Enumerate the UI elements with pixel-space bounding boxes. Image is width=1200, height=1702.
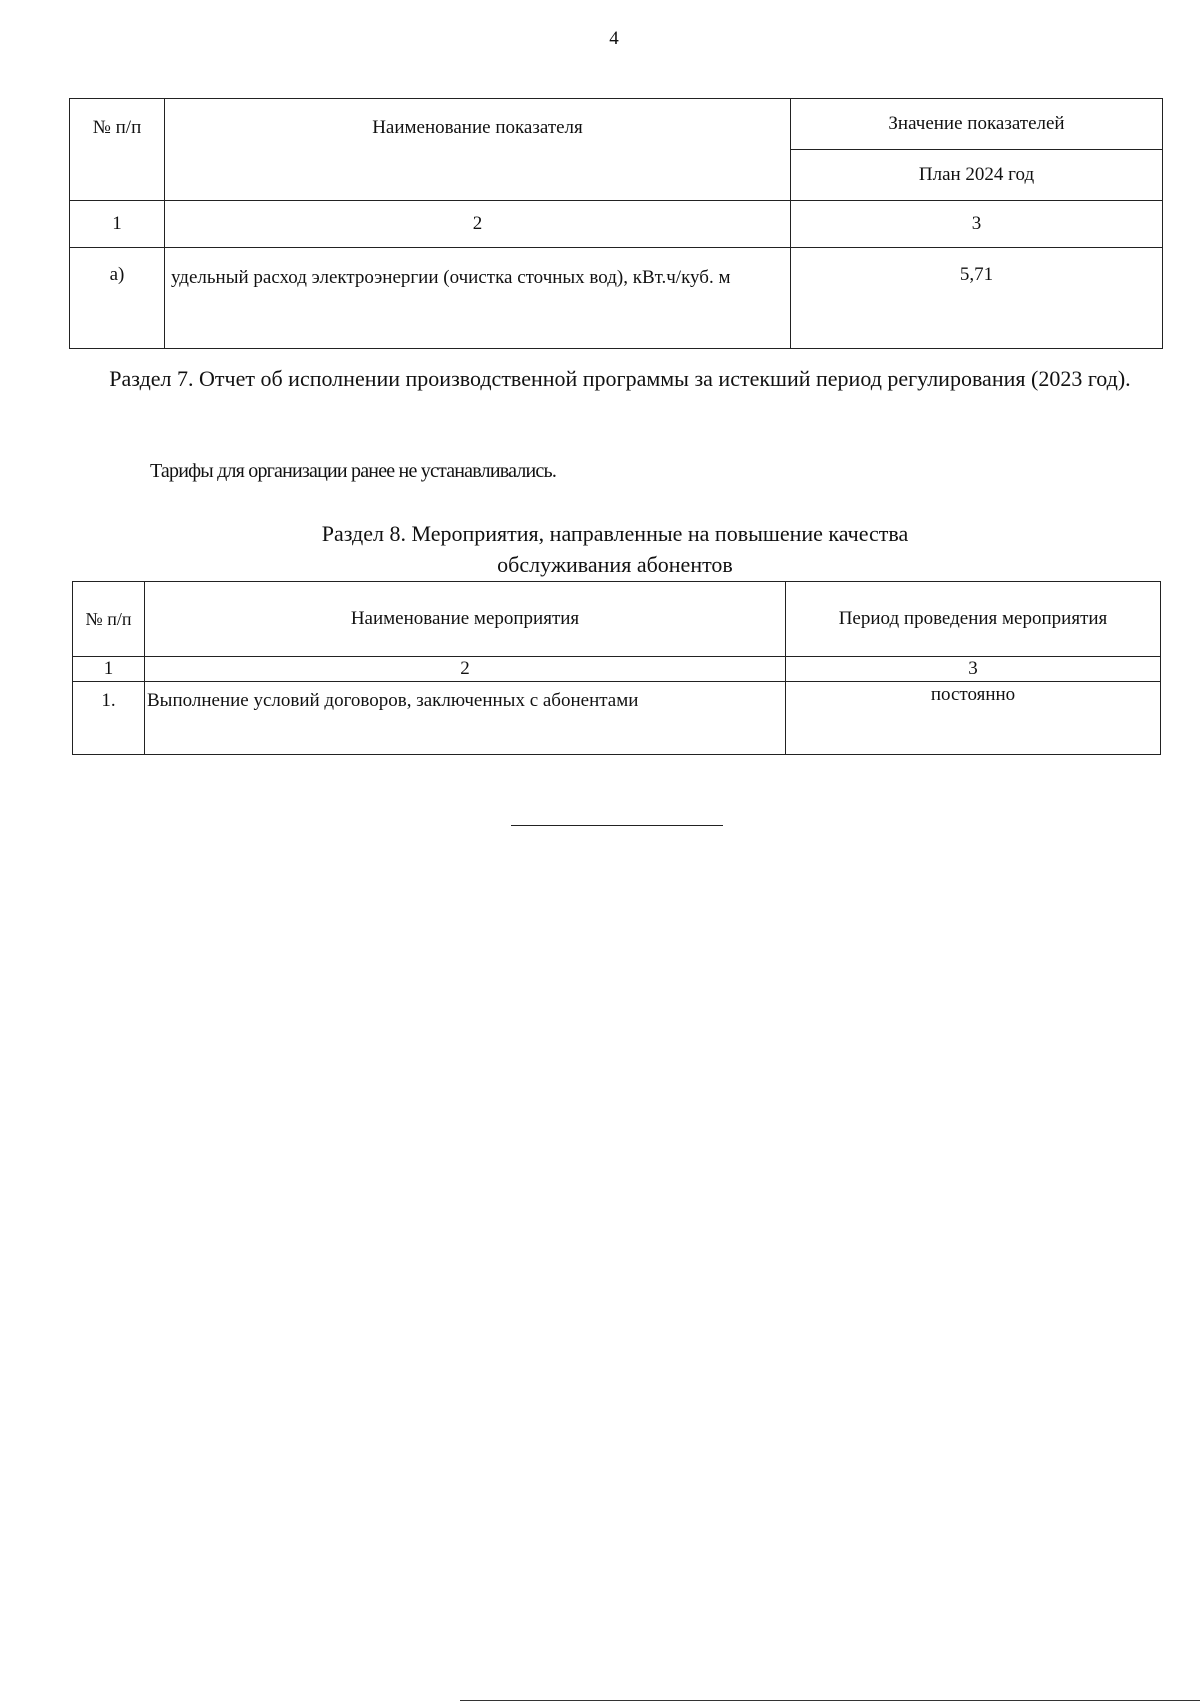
header-num: № п/п [73, 582, 145, 657]
indicators-column-numbers [70, 201, 1163, 248]
table-row [73, 682, 1161, 755]
row-measure-period: постоянно [786, 682, 1161, 755]
column-number: 1 [73, 657, 145, 682]
section7-title: Раздел 7. Отчет об исполнении производственной программы за истекший период регулирования (2023 год). [109, 366, 1131, 391]
column-number: 2 [165, 201, 791, 248]
header-indicator-values: Значение показателей [791, 99, 1163, 150]
row-num: а) [70, 248, 165, 349]
section8-title-line1: Раздел 8. Мероприятия, направленные на повышение качества [321, 521, 909, 546]
measures-column-numbers [73, 657, 1161, 682]
section8-title [260, 518, 970, 580]
column-number: 3 [786, 657, 1161, 682]
measures-header-row [73, 582, 1161, 657]
header-indicator-name: Наименование показателя [165, 99, 791, 201]
row-num: 1. [73, 682, 145, 755]
header-measure-name: Наименование мероприятия [145, 582, 786, 657]
tariffs-note: Тарифы для организации ранее не устанавливались. [150, 460, 557, 482]
row-indicator-value: 5,71 [791, 248, 1163, 349]
measures-table [72, 581, 1161, 755]
header-measure-period: Период проведения мероприятия [786, 582, 1161, 657]
header-num: № п/п [70, 99, 165, 201]
header-plan-year: План 2024 год [791, 150, 1163, 201]
row-measure-name: Выполнение условий договоров, заключенных с абонентами [145, 682, 786, 755]
end-of-document-rule [511, 825, 723, 826]
table-row [70, 248, 1163, 349]
column-number: 2 [145, 657, 786, 682]
indicators-table [69, 98, 1163, 349]
column-number: 1 [70, 201, 165, 248]
row-indicator-name: удельный расход электроэнергии (очистка сточных вод), кВт.ч/куб. м [165, 248, 791, 349]
page-footer-line [460, 1700, 1200, 1701]
section8-title-line2: обслуживания абонентов [497, 552, 733, 577]
indicators-header-row [70, 99, 1163, 150]
page-number: 4 [609, 28, 619, 49]
column-number: 3 [791, 201, 1163, 248]
